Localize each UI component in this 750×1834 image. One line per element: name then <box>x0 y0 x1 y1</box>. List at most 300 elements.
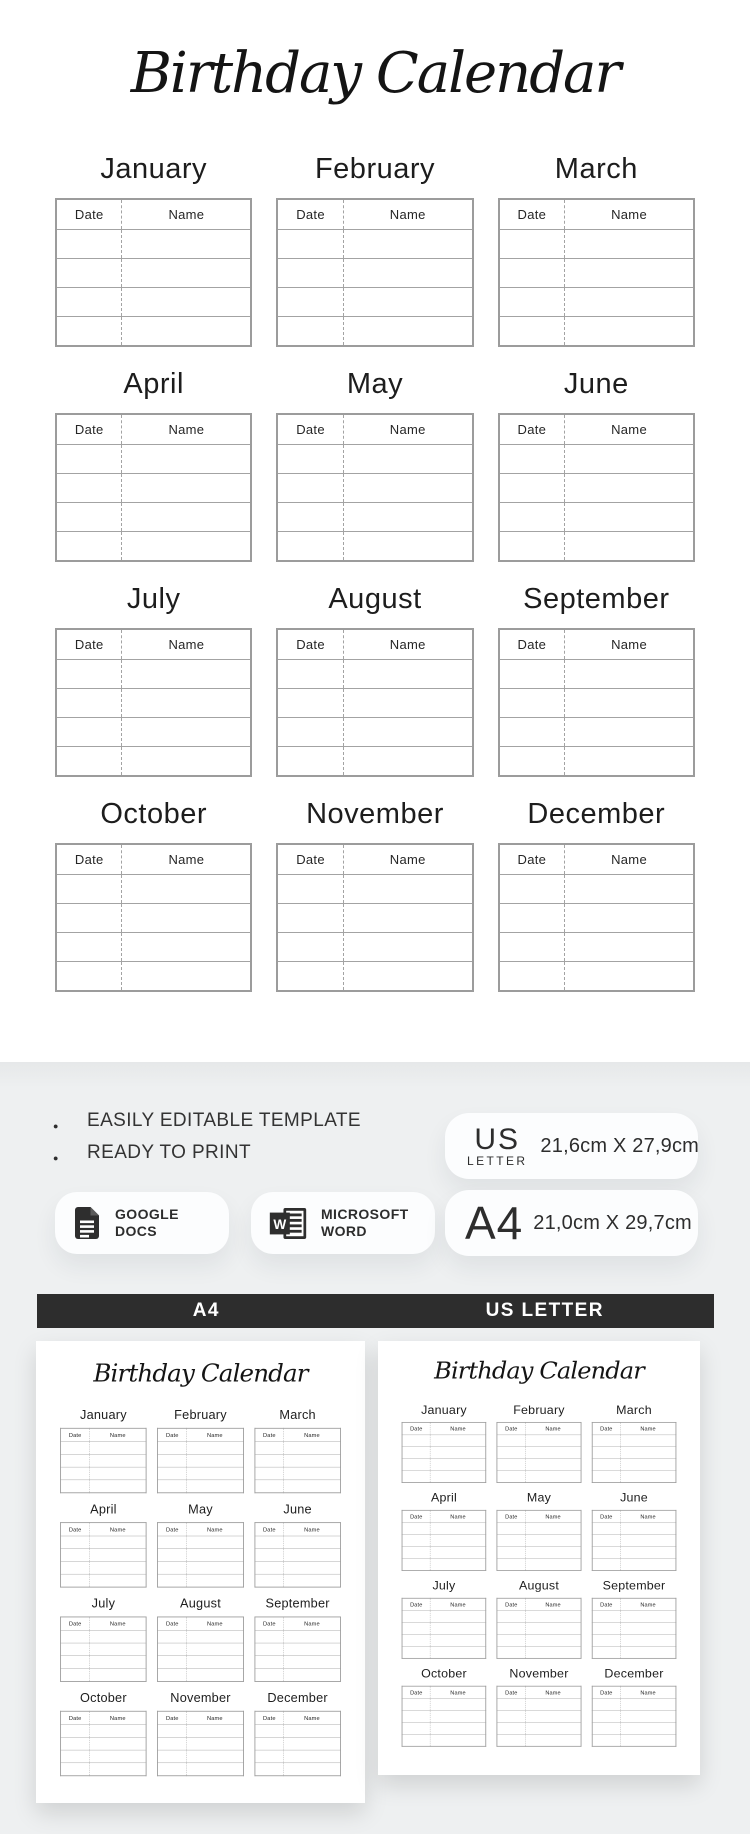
name-cell[interactable] <box>90 1750 147 1763</box>
name-cell[interactable] <box>284 1725 341 1738</box>
date-cell[interactable] <box>158 1574 187 1587</box>
date-cell[interactable] <box>499 288 565 317</box>
empty-entry-row[interactable] <box>61 1561 147 1574</box>
empty-entry-row[interactable] <box>158 1763 244 1776</box>
name-cell[interactable] <box>565 747 694 777</box>
name-cell[interactable] <box>187 1574 244 1587</box>
empty-entry-row[interactable] <box>499 532 694 562</box>
date-cell[interactable] <box>402 1523 430 1535</box>
empty-entry-row[interactable] <box>497 1459 581 1471</box>
name-cell[interactable] <box>620 1646 676 1658</box>
date-cell[interactable] <box>56 474 122 503</box>
empty-entry-row[interactable] <box>402 1535 486 1547</box>
empty-entry-row[interactable] <box>592 1711 676 1723</box>
date-cell[interactable] <box>402 1711 430 1723</box>
empty-entry-row[interactable] <box>277 317 472 347</box>
name-cell[interactable] <box>343 288 472 317</box>
empty-entry-row[interactable] <box>277 904 472 933</box>
name-cell[interactable] <box>343 317 472 347</box>
name-cell[interactable] <box>187 1737 244 1750</box>
date-cell[interactable] <box>277 933 343 962</box>
empty-entry-row[interactable] <box>277 503 472 532</box>
date-cell[interactable] <box>592 1447 620 1459</box>
date-cell[interactable] <box>499 747 565 777</box>
name-cell[interactable] <box>525 1435 581 1447</box>
empty-entry-row[interactable] <box>255 1643 341 1656</box>
name-cell[interactable] <box>343 962 472 992</box>
date-cell[interactable] <box>56 689 122 718</box>
name-cell[interactable] <box>343 689 472 718</box>
empty-entry-row[interactable] <box>402 1435 486 1447</box>
name-cell[interactable] <box>343 660 472 689</box>
date-cell[interactable] <box>56 933 122 962</box>
date-cell[interactable] <box>497 1699 525 1711</box>
empty-entry-row[interactable] <box>255 1750 341 1763</box>
empty-entry-row[interactable] <box>61 1668 147 1681</box>
date-cell[interactable] <box>497 1634 525 1646</box>
name-cell[interactable] <box>565 689 694 718</box>
name-cell[interactable] <box>620 1447 676 1459</box>
date-cell[interactable] <box>255 1725 284 1738</box>
empty-entry-row[interactable] <box>61 1454 147 1467</box>
empty-entry-row[interactable] <box>56 532 251 562</box>
name-cell[interactable] <box>187 1454 244 1467</box>
empty-entry-row[interactable] <box>56 718 251 747</box>
date-cell[interactable] <box>158 1643 187 1656</box>
date-cell[interactable] <box>61 1454 90 1467</box>
name-cell[interactable] <box>620 1547 676 1559</box>
name-cell[interactable] <box>284 1561 341 1574</box>
name-cell[interactable] <box>430 1646 486 1658</box>
date-cell[interactable] <box>402 1535 430 1547</box>
empty-entry-row[interactable] <box>592 1470 676 1482</box>
date-cell[interactable] <box>158 1549 187 1562</box>
date-cell[interactable] <box>497 1447 525 1459</box>
name-cell[interactable] <box>284 1630 341 1643</box>
empty-entry-row[interactable] <box>497 1699 581 1711</box>
empty-entry-row[interactable] <box>255 1574 341 1587</box>
name-cell[interactable] <box>284 1536 341 1549</box>
name-cell[interactable] <box>90 1454 147 1467</box>
date-cell[interactable] <box>592 1646 620 1658</box>
date-cell[interactable] <box>56 317 122 347</box>
empty-entry-row[interactable] <box>158 1737 244 1750</box>
date-cell[interactable] <box>158 1480 187 1493</box>
name-cell[interactable] <box>430 1547 486 1559</box>
date-cell[interactable] <box>56 445 122 474</box>
date-cell[interactable] <box>497 1558 525 1570</box>
empty-entry-row[interactable] <box>402 1447 486 1459</box>
date-cell[interactable] <box>277 875 343 904</box>
empty-entry-row[interactable] <box>56 962 251 992</box>
name-cell[interactable] <box>187 1561 244 1574</box>
date-cell[interactable] <box>56 718 122 747</box>
empty-entry-row[interactable] <box>61 1725 147 1738</box>
empty-entry-row[interactable] <box>61 1630 147 1643</box>
date-cell[interactable] <box>497 1523 525 1535</box>
date-cell[interactable] <box>158 1630 187 1643</box>
empty-entry-row[interactable] <box>499 747 694 777</box>
empty-entry-row[interactable] <box>277 474 472 503</box>
date-cell[interactable] <box>61 1656 90 1669</box>
empty-entry-row[interactable] <box>277 445 472 474</box>
name-cell[interactable] <box>122 474 251 503</box>
empty-entry-row[interactable] <box>61 1442 147 1455</box>
empty-entry-row[interactable] <box>592 1447 676 1459</box>
empty-entry-row[interactable] <box>497 1634 581 1646</box>
name-cell[interactable] <box>284 1737 341 1750</box>
date-cell[interactable] <box>255 1643 284 1656</box>
date-cell[interactable] <box>499 317 565 347</box>
date-cell[interactable] <box>497 1470 525 1482</box>
name-cell[interactable] <box>90 1467 147 1480</box>
date-cell[interactable] <box>56 875 122 904</box>
empty-entry-row[interactable] <box>56 503 251 532</box>
name-cell[interactable] <box>284 1480 341 1493</box>
name-cell[interactable] <box>620 1558 676 1570</box>
empty-entry-row[interactable] <box>61 1737 147 1750</box>
name-cell[interactable] <box>620 1722 676 1734</box>
name-cell[interactable] <box>284 1668 341 1681</box>
empty-entry-row[interactable] <box>592 1535 676 1547</box>
date-cell[interactable] <box>158 1561 187 1574</box>
name-cell[interactable] <box>343 875 472 904</box>
name-cell[interactable] <box>187 1668 244 1681</box>
date-cell[interactable] <box>592 1634 620 1646</box>
name-cell[interactable] <box>122 933 251 962</box>
date-cell[interactable] <box>255 1630 284 1643</box>
date-cell[interactable] <box>402 1558 430 1570</box>
date-cell[interactable] <box>277 689 343 718</box>
empty-entry-row[interactable] <box>402 1558 486 1570</box>
empty-entry-row[interactable] <box>158 1668 244 1681</box>
date-cell[interactable] <box>402 1447 430 1459</box>
date-cell[interactable] <box>497 1623 525 1635</box>
empty-entry-row[interactable] <box>255 1454 341 1467</box>
name-cell[interactable] <box>90 1630 147 1643</box>
empty-entry-row[interactable] <box>158 1656 244 1669</box>
name-cell[interactable] <box>565 875 694 904</box>
empty-entry-row[interactable] <box>61 1536 147 1549</box>
empty-entry-row[interactable] <box>255 1442 341 1455</box>
empty-entry-row[interactable] <box>255 1630 341 1643</box>
date-cell[interactable] <box>499 689 565 718</box>
name-cell[interactable] <box>343 259 472 288</box>
date-cell[interactable] <box>497 1734 525 1746</box>
name-cell[interactable] <box>620 1711 676 1723</box>
name-cell[interactable] <box>122 962 251 992</box>
empty-entry-row[interactable] <box>61 1750 147 1763</box>
date-cell[interactable] <box>61 1643 90 1656</box>
date-cell[interactable] <box>158 1442 187 1455</box>
date-cell[interactable] <box>61 1725 90 1738</box>
name-cell[interactable] <box>620 1523 676 1535</box>
name-cell[interactable] <box>620 1634 676 1646</box>
empty-entry-row[interactable] <box>592 1523 676 1535</box>
date-cell[interactable] <box>592 1711 620 1723</box>
name-cell[interactable] <box>122 288 251 317</box>
name-cell[interactable] <box>122 532 251 562</box>
name-cell[interactable] <box>284 1643 341 1656</box>
empty-entry-row[interactable] <box>61 1549 147 1562</box>
name-cell[interactable] <box>343 230 472 259</box>
empty-entry-row[interactable] <box>499 904 694 933</box>
date-cell[interactable] <box>255 1454 284 1467</box>
name-cell[interactable] <box>525 1523 581 1535</box>
empty-entry-row[interactable] <box>497 1547 581 1559</box>
name-cell[interactable] <box>430 1535 486 1547</box>
empty-entry-row[interactable] <box>402 1722 486 1734</box>
empty-entry-row[interactable] <box>277 660 472 689</box>
empty-entry-row[interactable] <box>56 445 251 474</box>
empty-entry-row[interactable] <box>56 933 251 962</box>
date-cell[interactable] <box>497 1646 525 1658</box>
name-cell[interactable] <box>430 1459 486 1471</box>
date-cell[interactable] <box>61 1442 90 1455</box>
name-cell[interactable] <box>525 1447 581 1459</box>
date-cell[interactable] <box>61 1763 90 1776</box>
date-cell[interactable] <box>402 1699 430 1711</box>
date-cell[interactable] <box>56 230 122 259</box>
empty-entry-row[interactable] <box>497 1470 581 1482</box>
empty-entry-row[interactable] <box>402 1611 486 1623</box>
date-cell[interactable] <box>277 718 343 747</box>
date-cell[interactable] <box>255 1442 284 1455</box>
name-cell[interactable] <box>620 1470 676 1482</box>
date-cell[interactable] <box>61 1668 90 1681</box>
name-cell[interactable] <box>284 1574 341 1587</box>
empty-entry-row[interactable] <box>497 1435 581 1447</box>
date-cell[interactable] <box>277 747 343 777</box>
name-cell[interactable] <box>430 1523 486 1535</box>
name-cell[interactable] <box>90 1668 147 1681</box>
name-cell[interactable] <box>525 1734 581 1746</box>
name-cell[interactable] <box>565 503 694 532</box>
empty-entry-row[interactable] <box>61 1467 147 1480</box>
name-cell[interactable] <box>565 904 694 933</box>
name-cell[interactable] <box>284 1549 341 1562</box>
empty-entry-row[interactable] <box>255 1725 341 1738</box>
empty-entry-row[interactable] <box>61 1643 147 1656</box>
name-cell[interactable] <box>187 1763 244 1776</box>
date-cell[interactable] <box>255 1467 284 1480</box>
empty-entry-row[interactable] <box>158 1643 244 1656</box>
empty-entry-row[interactable] <box>158 1561 244 1574</box>
date-cell[interactable] <box>499 933 565 962</box>
date-cell[interactable] <box>277 259 343 288</box>
empty-entry-row[interactable] <box>61 1574 147 1587</box>
date-cell[interactable] <box>61 1549 90 1562</box>
empty-entry-row[interactable] <box>497 1734 581 1746</box>
name-cell[interactable] <box>565 474 694 503</box>
empty-entry-row[interactable] <box>402 1646 486 1658</box>
empty-entry-row[interactable] <box>497 1523 581 1535</box>
empty-entry-row[interactable] <box>277 962 472 992</box>
date-cell[interactable] <box>277 445 343 474</box>
name-cell[interactable] <box>122 445 251 474</box>
name-cell[interactable] <box>565 445 694 474</box>
empty-entry-row[interactable] <box>497 1447 581 1459</box>
empty-entry-row[interactable] <box>61 1656 147 1669</box>
empty-entry-row[interactable] <box>56 689 251 718</box>
date-cell[interactable] <box>402 1611 430 1623</box>
name-cell[interactable] <box>430 1722 486 1734</box>
name-cell[interactable] <box>187 1725 244 1738</box>
empty-entry-row[interactable] <box>402 1523 486 1535</box>
empty-entry-row[interactable] <box>499 230 694 259</box>
date-cell[interactable] <box>158 1750 187 1763</box>
date-cell[interactable] <box>255 1763 284 1776</box>
empty-entry-row[interactable] <box>592 1699 676 1711</box>
empty-entry-row[interactable] <box>277 933 472 962</box>
empty-entry-row[interactable] <box>497 1611 581 1623</box>
name-cell[interactable] <box>90 1480 147 1493</box>
date-cell[interactable] <box>255 1561 284 1574</box>
name-cell[interactable] <box>525 1558 581 1570</box>
name-cell[interactable] <box>90 1561 147 1574</box>
empty-entry-row[interactable] <box>499 660 694 689</box>
date-cell[interactable] <box>497 1722 525 1734</box>
date-cell[interactable] <box>158 1725 187 1738</box>
empty-entry-row[interactable] <box>499 259 694 288</box>
empty-entry-row[interactable] <box>402 1634 486 1646</box>
empty-entry-row[interactable] <box>592 1646 676 1658</box>
date-cell[interactable] <box>61 1467 90 1480</box>
name-cell[interactable] <box>620 1611 676 1623</box>
empty-entry-row[interactable] <box>255 1549 341 1562</box>
empty-entry-row[interactable] <box>592 1623 676 1635</box>
name-cell[interactable] <box>90 1549 147 1562</box>
name-cell[interactable] <box>284 1467 341 1480</box>
name-cell[interactable] <box>525 1711 581 1723</box>
empty-entry-row[interactable] <box>277 689 472 718</box>
date-cell[interactable] <box>255 1737 284 1750</box>
date-cell[interactable] <box>158 1737 187 1750</box>
date-cell[interactable] <box>497 1547 525 1559</box>
name-cell[interactable] <box>284 1454 341 1467</box>
date-cell[interactable] <box>61 1561 90 1574</box>
empty-entry-row[interactable] <box>499 503 694 532</box>
name-cell[interactable] <box>620 1459 676 1471</box>
name-cell[interactable] <box>430 1699 486 1711</box>
date-cell[interactable] <box>61 1536 90 1549</box>
date-cell[interactable] <box>592 1699 620 1711</box>
empty-entry-row[interactable] <box>499 288 694 317</box>
name-cell[interactable] <box>565 230 694 259</box>
name-cell[interactable] <box>565 660 694 689</box>
date-cell[interactable] <box>277 288 343 317</box>
date-cell[interactable] <box>402 1470 430 1482</box>
date-cell[interactable] <box>158 1656 187 1669</box>
name-cell[interactable] <box>187 1643 244 1656</box>
date-cell[interactable] <box>499 445 565 474</box>
empty-entry-row[interactable] <box>56 288 251 317</box>
date-cell[interactable] <box>56 288 122 317</box>
date-cell[interactable] <box>277 230 343 259</box>
date-cell[interactable] <box>56 532 122 562</box>
date-cell[interactable] <box>277 660 343 689</box>
name-cell[interactable] <box>122 503 251 532</box>
name-cell[interactable] <box>430 1447 486 1459</box>
name-cell[interactable] <box>122 875 251 904</box>
empty-entry-row[interactable] <box>158 1549 244 1562</box>
name-cell[interactable] <box>565 962 694 992</box>
date-cell[interactable] <box>592 1523 620 1535</box>
date-cell[interactable] <box>499 660 565 689</box>
name-cell[interactable] <box>565 718 694 747</box>
empty-entry-row[interactable] <box>497 1711 581 1723</box>
name-cell[interactable] <box>430 1623 486 1635</box>
empty-entry-row[interactable] <box>592 1459 676 1471</box>
date-cell[interactable] <box>56 904 122 933</box>
name-cell[interactable] <box>187 1442 244 1455</box>
empty-entry-row[interactable] <box>497 1722 581 1734</box>
name-cell[interactable] <box>284 1750 341 1763</box>
name-cell[interactable] <box>525 1699 581 1711</box>
name-cell[interactable] <box>525 1470 581 1482</box>
empty-entry-row[interactable] <box>255 1763 341 1776</box>
empty-entry-row[interactable] <box>497 1535 581 1547</box>
name-cell[interactable] <box>122 317 251 347</box>
empty-entry-row[interactable] <box>255 1480 341 1493</box>
name-cell[interactable] <box>122 660 251 689</box>
empty-entry-row[interactable] <box>61 1480 147 1493</box>
empty-entry-row[interactable] <box>402 1547 486 1559</box>
name-cell[interactable] <box>620 1699 676 1711</box>
date-cell[interactable] <box>499 962 565 992</box>
empty-entry-row[interactable] <box>277 532 472 562</box>
date-cell[interactable] <box>592 1734 620 1746</box>
date-cell[interactable] <box>402 1634 430 1646</box>
date-cell[interactable] <box>255 1549 284 1562</box>
empty-entry-row[interactable] <box>255 1737 341 1750</box>
empty-entry-row[interactable] <box>592 1722 676 1734</box>
empty-entry-row[interactable] <box>158 1442 244 1455</box>
name-cell[interactable] <box>122 230 251 259</box>
empty-entry-row[interactable] <box>497 1623 581 1635</box>
date-cell[interactable] <box>277 474 343 503</box>
empty-entry-row[interactable] <box>592 1611 676 1623</box>
empty-entry-row[interactable] <box>158 1725 244 1738</box>
empty-entry-row[interactable] <box>255 1467 341 1480</box>
name-cell[interactable] <box>187 1467 244 1480</box>
date-cell[interactable] <box>277 532 343 562</box>
date-cell[interactable] <box>497 1535 525 1547</box>
name-cell[interactable] <box>90 1442 147 1455</box>
empty-entry-row[interactable] <box>56 474 251 503</box>
date-cell[interactable] <box>61 1480 90 1493</box>
name-cell[interactable] <box>430 1634 486 1646</box>
empty-entry-row[interactable] <box>158 1630 244 1643</box>
name-cell[interactable] <box>525 1722 581 1734</box>
name-cell[interactable] <box>187 1480 244 1493</box>
date-cell[interactable] <box>499 474 565 503</box>
empty-entry-row[interactable] <box>497 1646 581 1658</box>
empty-entry-row[interactable] <box>277 747 472 777</box>
date-cell[interactable] <box>402 1646 430 1658</box>
empty-entry-row[interactable] <box>592 1435 676 1447</box>
date-cell[interactable] <box>158 1763 187 1776</box>
date-cell[interactable] <box>499 875 565 904</box>
name-cell[interactable] <box>565 317 694 347</box>
name-cell[interactable] <box>90 1574 147 1587</box>
empty-entry-row[interactable] <box>499 875 694 904</box>
name-cell[interactable] <box>343 747 472 777</box>
date-cell[interactable] <box>61 1750 90 1763</box>
name-cell[interactable] <box>525 1547 581 1559</box>
empty-entry-row[interactable] <box>592 1558 676 1570</box>
name-cell[interactable] <box>343 474 472 503</box>
